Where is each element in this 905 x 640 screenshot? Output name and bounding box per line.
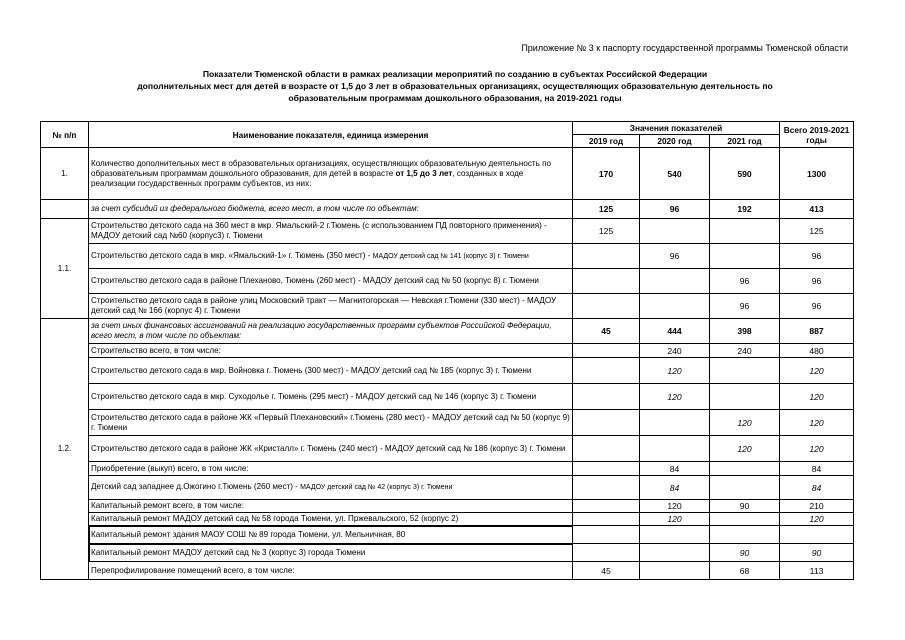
cell-total: 84 xyxy=(780,462,854,476)
row-num: 1. xyxy=(41,148,89,200)
cell-2020: 120 xyxy=(640,384,710,410)
table-row xyxy=(41,344,854,358)
cell-total: 120 xyxy=(780,358,854,384)
row-name: Строительство детского сада в мкр. «Ямальский-1» г. Тюмень (350 мест) - МАДОУ детский сад № 141 (корпус 3) г. Тюмени xyxy=(89,244,573,269)
row-name: Капитальный ремонт МАДОУ детский сад № 58 города Тюмени, ул. Пржевальского, 52 (корпус 2) xyxy=(89,513,573,526)
header-2021: 2021 год xyxy=(710,135,780,148)
table-row xyxy=(41,269,854,294)
cell-2020: 540 xyxy=(640,148,710,200)
cell-total: 90 xyxy=(780,544,854,562)
cell-2020: 84 xyxy=(640,462,710,476)
table-row xyxy=(41,384,854,410)
cell-2020: 120 xyxy=(640,358,710,384)
row-name: Строительство детского сада в районе ЖК «Кристалл» г. Тюмень (240 мест) - МАДОУ детский сад № 186 (корпус 3) г. Тюмени xyxy=(89,436,573,462)
cell-2021: 590 xyxy=(710,148,780,200)
row-name: Капитальный ремонт всего, в том числе: xyxy=(89,500,573,513)
cell-2020: 84 xyxy=(640,476,710,500)
table-row xyxy=(41,358,854,384)
cell-total: 413 xyxy=(780,200,854,219)
row-name: Строительство детского сада в мкр. Суходолье г. Тюмень (295 мест) - МАДОУ детский сад № 146 (корпус 3) г. Тюмени xyxy=(89,384,573,410)
cell-2021: 96 xyxy=(710,269,780,294)
cell-2019: 45 xyxy=(573,319,640,344)
table-row xyxy=(41,526,854,544)
cell-2019: 125 xyxy=(573,219,640,244)
table-row xyxy=(41,410,854,436)
cell-2019: 125 xyxy=(573,200,640,219)
cell-2020: 240 xyxy=(640,344,710,358)
row-name: Капитальный ремонт МАДОУ детский сад № 3 (корпус 3) города Тюмени xyxy=(89,544,573,562)
table-row xyxy=(41,476,854,500)
row-name: Детский сад западнее д.Ожогино г.Тюмень (260 мест) - МАДОУ детский сад № 42 (корпус 3) г. Тюмени xyxy=(89,476,573,500)
cell-total: 887 xyxy=(780,319,854,344)
row-name: Капитальный ремонт здания МАОУ СОШ № 89 города Тюмени, ул. Мельничная, 80 xyxy=(89,526,573,544)
table-row xyxy=(41,562,854,580)
indicators-table xyxy=(40,121,854,580)
table-row xyxy=(41,244,854,269)
cell-total: 480 xyxy=(780,344,854,358)
cell-2020: 444 xyxy=(640,319,710,344)
header-total: Всего 2019-2021 годы xyxy=(780,122,854,148)
row-name: Строительство детского сада в районе ЖК «Первый Плехановский» г.Тюмень (280 мест) - МАДОУ детский сад № 50 (корпус 9) г. Тюмени xyxy=(89,410,573,436)
header-num: № п/п xyxy=(41,122,89,148)
cell-total: 96 xyxy=(780,244,854,269)
header-values: Значения показателей xyxy=(573,122,780,135)
cell-2020: 120 xyxy=(640,513,710,526)
cell-2020: 96 xyxy=(640,200,710,219)
appendix-note: Приложение № 3 к паспорту государственной программы Тюменской области xyxy=(521,43,848,53)
table-row xyxy=(41,436,854,462)
cell-2021: 90 xyxy=(710,544,780,562)
row-name: за счет субсидий из федерального бюджета, всего мест, в том числе по объектам: xyxy=(89,200,573,219)
row-name: Строительство детского сада на 360 мест в мкр. Ямальский-2 г.Тюмень (с использованием ПД повторного применения) - МАДОУ детский сад №60 (корпус3) г. Тюмени xyxy=(89,219,573,244)
header-2019: 2019 год xyxy=(573,135,640,148)
table-row xyxy=(41,219,854,244)
cell-2021: 120 xyxy=(710,410,780,436)
table-row xyxy=(41,200,854,219)
row-num: 1.2. xyxy=(41,319,89,580)
table-row xyxy=(41,319,854,344)
table-row xyxy=(41,500,854,513)
title-line-3: образовательным программам дошкольного образования, на 2019-2021 годы xyxy=(288,93,622,103)
header-2020: 2020 год xyxy=(640,135,710,148)
row-name: за счет иных финансовых ассигнований на реализацию государственных программ субъектов Российской Федерации, всего мест, в том числе по объектам: xyxy=(89,319,573,344)
row-name: Строительство детского сада в мкр. Войновка г. Тюмень (300 мест) - МАДОУ детский сад № 185 (корпус 3) г. Тюмени xyxy=(89,358,573,384)
cell-2021: 120 xyxy=(710,436,780,462)
cell-total: 125 xyxy=(780,219,854,244)
cell-2019: 170 xyxy=(573,148,640,200)
cell-total: 120 xyxy=(780,436,854,462)
title-line-1: Показатели Тюменской области в рамках реализации мероприятий по созданию в субъектах Российской Федерации xyxy=(202,69,708,79)
cell-total: 84 xyxy=(780,476,854,500)
cell-total: 96 xyxy=(780,294,854,319)
cell-total: 96 xyxy=(780,269,854,294)
cell-2021: 96 xyxy=(710,294,780,319)
cell-2021: 68 xyxy=(710,562,780,580)
cell-2020: 96 xyxy=(640,244,710,269)
table-row xyxy=(41,513,854,526)
cell-total: 120 xyxy=(780,384,854,410)
table-row xyxy=(41,148,854,200)
cell-2021: 192 xyxy=(710,200,780,219)
cell-2021: 398 xyxy=(710,319,780,344)
row-name: Строительство детского сада в районе улиц Московский тракт — Магнитогорская — Невская г.Тюмени (330 мест) - МАДОУ детский сад № 166 (корпус 4) г. Тюмени xyxy=(89,294,573,319)
row-num: 1.1. xyxy=(41,219,89,319)
title-line-2: дополнительных мест для детей в возрасте от 1,5 до 3 лет в образовательных организациях, осуществляющих образовательную деятельность по xyxy=(137,81,773,91)
cell-total: 120 xyxy=(780,513,854,526)
table-row xyxy=(41,544,854,562)
header-name: Наименование показателя, единица измерения xyxy=(89,122,573,148)
row-name: Перепрофилирование помещений всего, в том числе: xyxy=(89,562,573,580)
row-name: Приобретение (выкуп) всего, в том числе: xyxy=(89,462,573,476)
table-row xyxy=(41,462,854,476)
cell-2021: 90 xyxy=(710,500,780,513)
cell-total: 113 xyxy=(780,562,854,580)
row-name: Строительство детского сада в районе Плеханово, Тюмень (260 мест) - МАДОУ детский сад № 50 (корпус 8) г. Тюмени xyxy=(89,269,573,294)
cell-total: 210 xyxy=(780,500,854,513)
cell-2019: 45 xyxy=(573,562,640,580)
row-name: Количество дополнительных мест в образовательных организациях, осуществляющих образовательную деятельность по образовательным программам дошкольного образования, для детей в возрасте от 1,5 до 3 лет, созданных в ходе реализации государственных программ субъектов, из них: xyxy=(89,148,573,200)
row-name: Строительство всего, в том числе: xyxy=(89,344,573,358)
cell-total: 1300 xyxy=(780,148,854,200)
table-row xyxy=(41,294,854,319)
cell-2020: 120 xyxy=(640,500,710,513)
cell-2021: 240 xyxy=(710,344,780,358)
document-title xyxy=(40,68,870,104)
cell-total: 120 xyxy=(780,410,854,436)
